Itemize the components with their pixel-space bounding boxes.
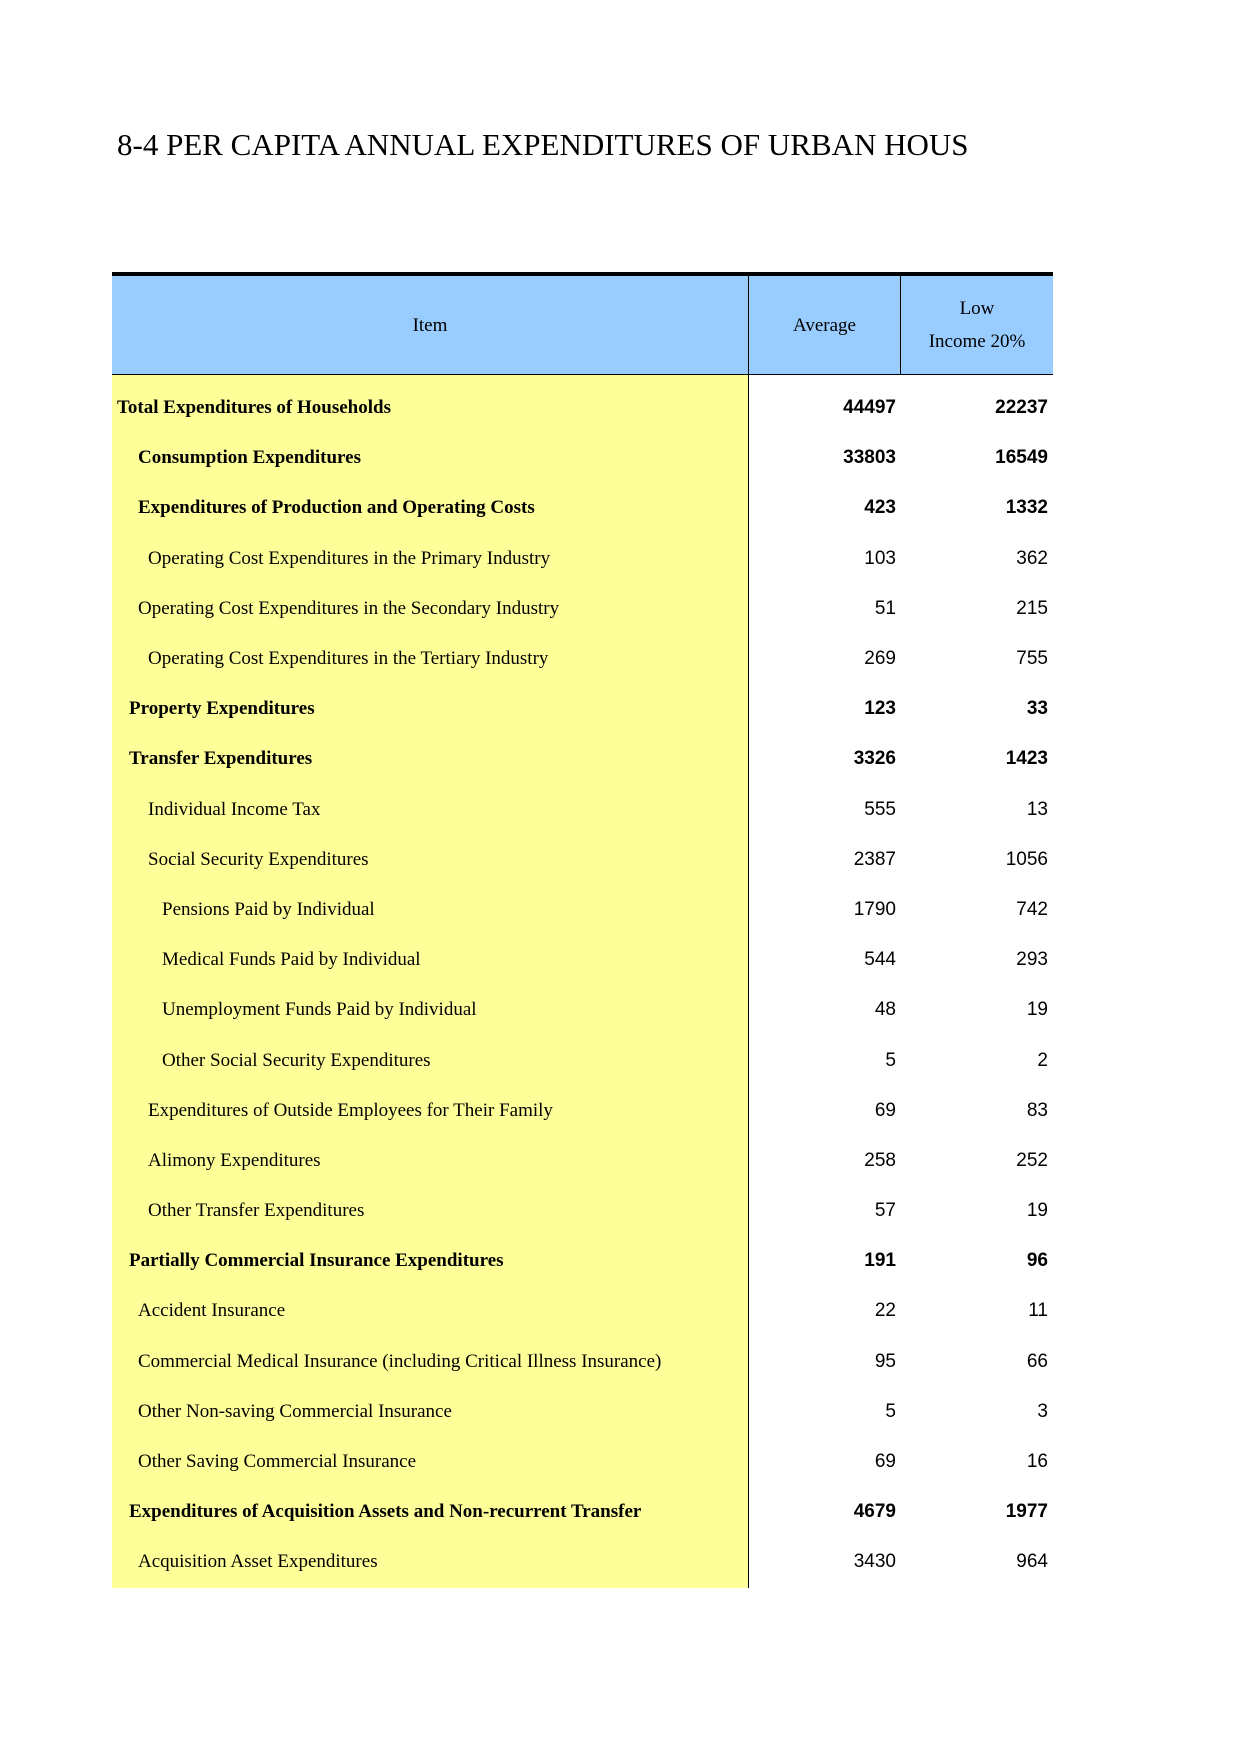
header-low-line2: Income 20% — [928, 331, 1026, 352]
table-row — [112, 1136, 1053, 1186]
row-average-value: 123 — [864, 698, 896, 720]
row-low-income-value: 16 — [1026, 1451, 1048, 1473]
row-label: Expenditures of Production and Operating Costs — [138, 497, 535, 519]
row-label: Expenditures of Acquisition Assets and Non-recurrent Transfer — [129, 1501, 642, 1523]
row-average-value: 2387 — [853, 848, 896, 870]
table-row — [112, 1437, 1053, 1487]
table-row — [112, 734, 1053, 784]
table-row — [112, 383, 1053, 433]
row-label: Alimony Expenditures — [148, 1149, 321, 1171]
table-row — [112, 584, 1053, 634]
row-average-value: 258 — [864, 1149, 896, 1171]
row-label: Operating Cost Expenditures in the Secondary Industry — [138, 597, 560, 619]
row-label: Accident Insurance — [138, 1300, 286, 1322]
row-low-income-value: 964 — [1016, 1551, 1048, 1573]
row-label: Social Security Expenditures — [148, 848, 369, 870]
row-average-value: 103 — [864, 547, 896, 569]
table-row — [112, 1537, 1053, 1587]
row-average-value: 269 — [864, 648, 896, 670]
expenditures-table — [112, 272, 1053, 1588]
row-average-value: 33803 — [843, 447, 896, 469]
row-average-value: 44497 — [843, 397, 896, 419]
row-low-income-value: 742 — [1016, 898, 1048, 920]
table-row — [112, 534, 1053, 584]
table-row — [112, 885, 1053, 935]
row-low-income-value: 1332 — [1005, 497, 1048, 519]
row-label: Individual Income Tax — [148, 798, 321, 820]
row-label: Medical Funds Paid by Individual — [162, 949, 421, 971]
table-row — [112, 433, 1053, 483]
row-average-value: 544 — [864, 949, 896, 971]
row-label: Expenditures of Outside Employees for Their Family — [148, 1099, 553, 1121]
row-low-income-value: 96 — [1026, 1250, 1048, 1272]
table-row — [112, 1337, 1053, 1387]
header-average-label: Average — [793, 314, 856, 336]
row-average-value: 3326 — [853, 748, 896, 770]
row-average-value: 191 — [864, 1250, 896, 1272]
row-average-value: 3430 — [853, 1551, 896, 1573]
row-average-value: 51 — [874, 597, 896, 619]
row-average-value: 57 — [874, 1200, 896, 1222]
row-low-income-value: 83 — [1026, 1099, 1048, 1121]
row-low-income-value: 1423 — [1005, 748, 1048, 770]
row-low-income-value: 66 — [1026, 1350, 1048, 1372]
row-label: Consumption Expenditures — [138, 447, 361, 469]
table-header — [112, 272, 1053, 375]
header-item — [112, 276, 748, 374]
row-label: Pensions Paid by Individual — [162, 898, 375, 920]
table-body — [112, 375, 1053, 1588]
row-low-income-value: 11 — [1028, 1300, 1048, 1322]
table-row — [112, 1186, 1053, 1236]
row-low-income-value: 33 — [1026, 698, 1048, 720]
table-row — [112, 935, 1053, 985]
table-row — [112, 1387, 1053, 1437]
row-average-value: 4679 — [853, 1501, 896, 1523]
row-average-value: 95 — [874, 1350, 896, 1372]
row-average-value: 555 — [864, 798, 896, 820]
row-label: Other Non-saving Commercial Insurance — [138, 1400, 452, 1422]
row-label: Property Expenditures — [129, 698, 315, 720]
row-label: Commercial Medical Insurance (including Critical Illness Insurance) — [138, 1350, 662, 1372]
row-average-value: 5 — [885, 1049, 896, 1071]
row-low-income-value: 1056 — [1005, 848, 1048, 870]
header-low-line1: Low — [959, 298, 995, 319]
row-label: Other Saving Commercial Insurance — [138, 1451, 417, 1473]
table-row — [112, 1286, 1053, 1336]
table-row — [112, 1236, 1053, 1286]
row-low-income-value: 1977 — [1005, 1501, 1048, 1523]
row-low-income-value: 2 — [1037, 1049, 1048, 1071]
row-label: Transfer Expenditures — [129, 748, 313, 770]
table-row — [112, 1035, 1053, 1085]
row-low-income-value: 16549 — [995, 447, 1048, 469]
row-low-income-value: 3 — [1037, 1400, 1048, 1422]
row-label: Partially Commercial Insurance Expenditures — [129, 1250, 504, 1272]
row-low-income-value: 252 — [1016, 1149, 1048, 1171]
row-average-value: 48 — [874, 999, 896, 1021]
table-row — [112, 684, 1053, 734]
row-label: Acquisition Asset Expenditures — [138, 1551, 378, 1573]
table-row — [112, 785, 1053, 835]
row-average-value: 5 — [885, 1400, 896, 1422]
table-row — [112, 835, 1053, 885]
row-low-income-value: 22237 — [995, 397, 1048, 419]
row-average-value: 69 — [874, 1099, 896, 1121]
page-title: 8-4 PER CAPITA ANNUAL EXPENDITURES OF URBAN HOUS — [117, 127, 969, 162]
row-average-value: 69 — [874, 1451, 896, 1473]
row-low-income-value: 19 — [1026, 1200, 1048, 1222]
table-row — [112, 483, 1053, 533]
row-label: Total Expenditures of Households — [117, 397, 391, 419]
header-low-income — [900, 276, 1053, 374]
row-average-value: 423 — [864, 497, 896, 519]
row-low-income-value: 19 — [1026, 999, 1048, 1021]
row-label: Other Transfer Expenditures — [148, 1200, 365, 1222]
row-label: Operating Cost Expenditures in the Primary Industry — [148, 547, 551, 569]
row-low-income-value: 362 — [1016, 547, 1048, 569]
row-low-income-value: 13 — [1026, 798, 1048, 820]
row-low-income-value: 215 — [1016, 597, 1048, 619]
table-row — [112, 1086, 1053, 1136]
header-average — [748, 276, 900, 374]
table-row — [112, 1487, 1053, 1537]
row-label: Other Social Security Expenditures — [162, 1049, 431, 1071]
row-label: Operating Cost Expenditures in the Tertiary Industry — [148, 648, 549, 670]
table-row — [112, 634, 1053, 684]
row-average-value: 22 — [874, 1300, 896, 1322]
table-row — [112, 985, 1053, 1035]
row-low-income-value: 293 — [1016, 949, 1048, 971]
row-average-value: 1790 — [853, 898, 896, 920]
row-low-income-value: 755 — [1016, 648, 1048, 670]
header-item-label: Item — [412, 314, 448, 336]
row-label: Unemployment Funds Paid by Individual — [162, 999, 477, 1021]
